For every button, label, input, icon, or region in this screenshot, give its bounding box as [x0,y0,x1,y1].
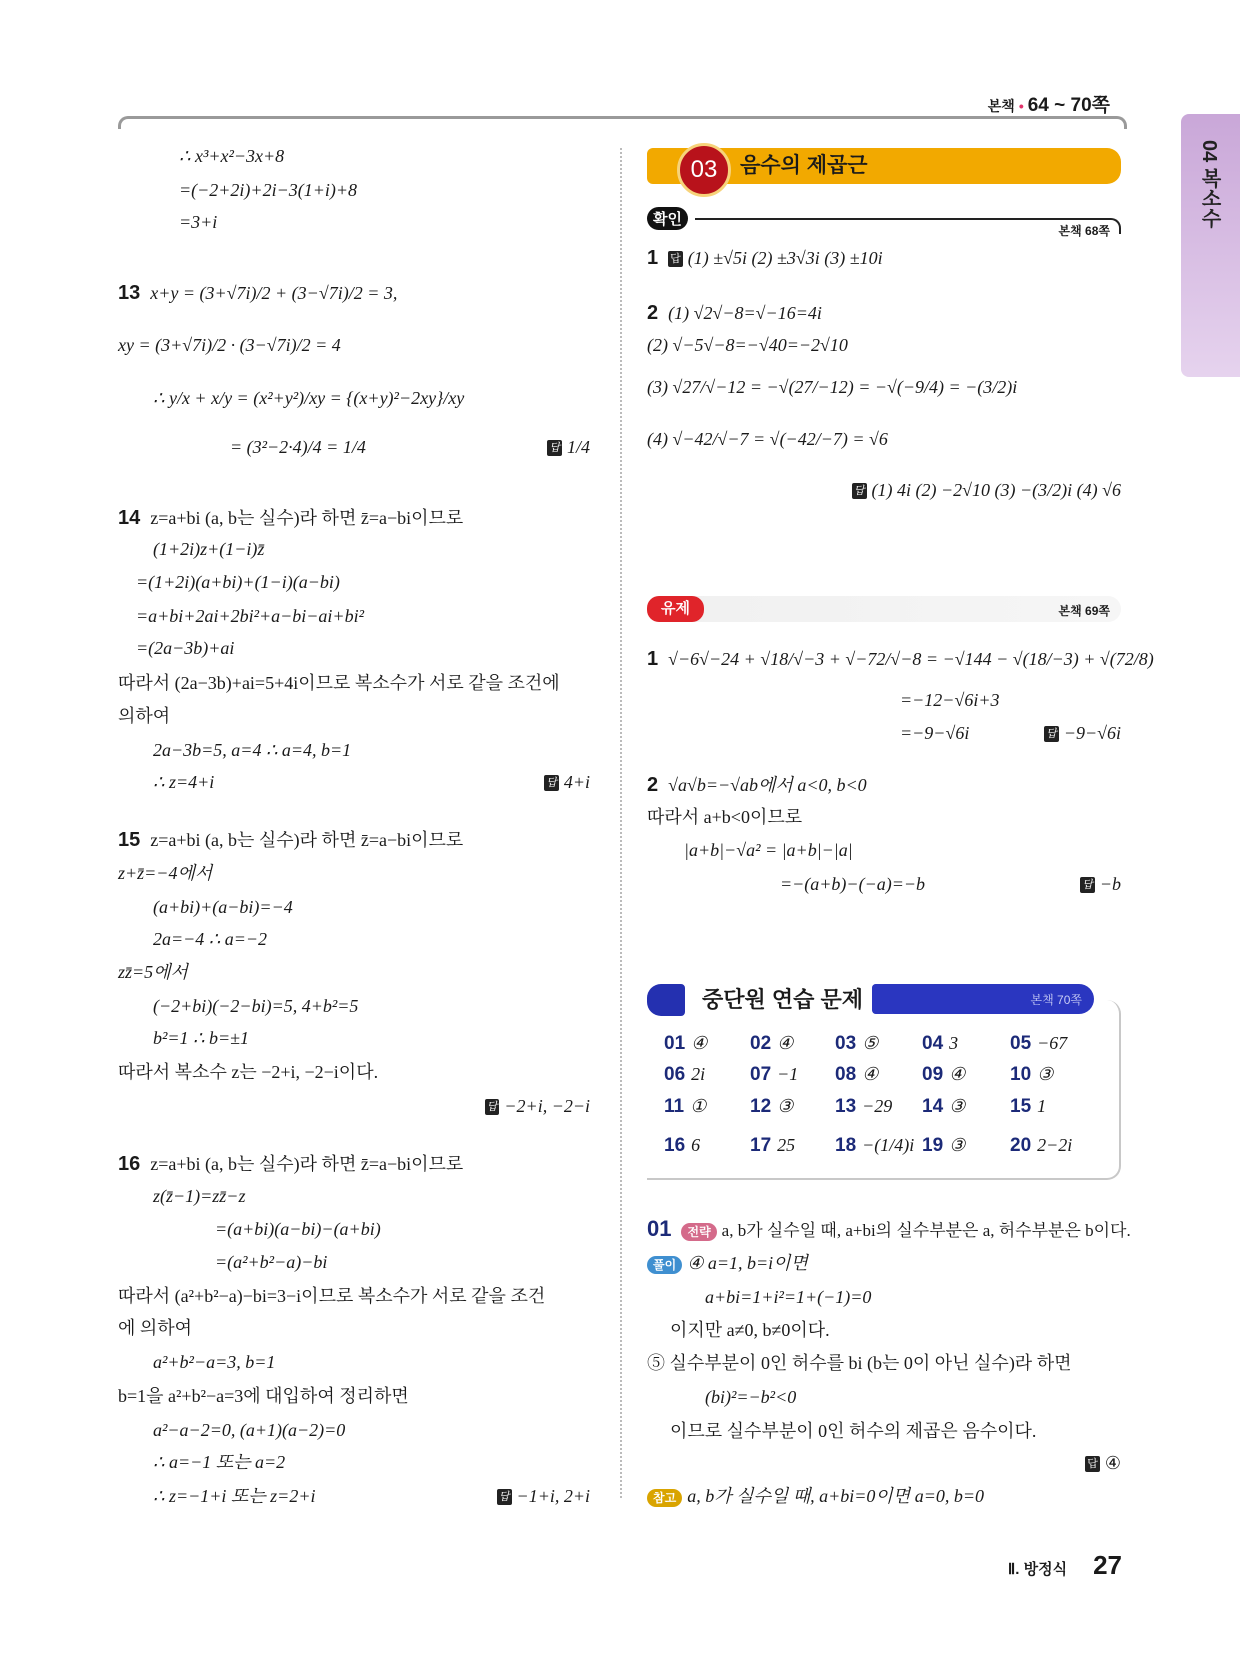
math-line: b²=1 ∴ b=±1 [153,1028,250,1048]
strategy-text: a, b가 실수일 때, a+bi의 실수부분은 a, 허수부분은 b이다. [721,1221,1131,1240]
answer-value: −2+i, −2−i [504,1096,590,1116]
review-header-tab [647,984,685,1016]
math-line: =(2a−3b)+ai [136,638,235,658]
review-item-answer: ④ [862,1064,879,1084]
answer-value: (1) 4i (2) −2√10 (3) −(3/2)i (4) √6 [871,480,1121,500]
math-line: =(a+bi)(a−bi)−(a+bi) [215,1219,381,1239]
review-answer-item [750,1132,795,1159]
review-item-number: 04 [922,1033,944,1054]
text-line: z=a+bi (a, b는 실수)라 하면 z̄=a−bi이므로 [150,830,464,850]
top-rule [118,116,1127,129]
review-item-number: 10 [1010,1064,1032,1085]
note-line [647,1483,984,1509]
review-item-answer: −1 [777,1064,799,1084]
math-line: =a+bi+2ai+2bi²+a−bi−ai+bi² [136,606,364,626]
problem-16 [118,1151,463,1177]
math-line: ∴ x³+x²−3x+8 [179,146,285,166]
answer [544,769,590,795]
problem-number: 15 [118,829,141,851]
review-item-number: 18 [835,1135,857,1156]
problem-number: 1 [647,247,659,269]
answer-value: ④ [1104,1453,1121,1473]
math-line: (−2+bi)(−2−bi)=5, 4+b²=5 [153,996,359,1016]
section-title: 음수의 제곱근 [740,154,868,177]
math-line: =(1+2i)(a+bi)+(1−i)(a−bi) [136,572,340,592]
review-item-answer: −29 [862,1096,893,1116]
check-rule [695,218,1121,234]
review-answer-item [922,1030,958,1057]
math-line: ④ a=1, b=i이면 [687,1253,808,1273]
review-item-answer: −(1/4)i [862,1135,915,1155]
review-answer-item [1010,1061,1053,1088]
chapter-tab-label: 04 복소수 [1198,140,1220,228]
math-line: ∴ z=4+i [153,772,215,792]
math-line: (3) √27/√−12 = −√(27/−12) = −√(−9/4) = −(3/2)i [647,377,1018,397]
practice-q2 [647,772,867,798]
text-line: 의하여 [118,706,171,726]
strategy-badge: 전략 [681,1223,716,1241]
review-item-number: 09 [922,1064,944,1085]
review-item-answer: ⑤ [862,1033,879,1053]
math-line: (a+bi)+(a−bi)=−4 [153,897,293,917]
answer [1080,871,1121,897]
review-item-number: 11 [664,1096,685,1117]
problem-15 [118,827,463,853]
problem-13 [118,280,397,306]
text-line: 에 의하여 [118,1318,193,1338]
answer-value: −1+i, 2+i [516,1486,590,1506]
text-line: 따라서 (2a−3b)+ai=5+4i이므로 복소수가 서로 같을 조건에 [118,673,560,693]
page-reference-header: 본책 • 64 ~ 70쪽 [987,95,1110,116]
problem-number: 1 [647,648,659,670]
review-item-number: 17 [750,1135,772,1156]
math-line: =−9−√6i [900,723,970,743]
review-answer-item [835,1061,878,1088]
problem-number: 13 [118,282,141,304]
review-item-answer: 25 [777,1135,796,1155]
problem-number: 2 [647,302,659,324]
answer-value: (1) ±√5i (2) ±3√3i (3) ±10i [687,248,883,268]
math-line: (1+2i)z+(1−i)z̄ [153,539,265,559]
answer-value: 4+i [563,772,590,792]
math-line: |a+b|−√a² = |a+b|−|a| [684,840,853,860]
check-badge: 확인 [647,207,688,230]
review-answer-item [750,1030,793,1057]
page-footer [1008,1550,1122,1581]
math-line: ∴ y/x + x/y = (x²+y²)/xy = {(x+y)²−2xy}/xy [153,388,465,408]
review-answer-item [922,1132,965,1159]
review-item-answer: ③ [1037,1064,1054,1084]
problem-14 [118,505,463,531]
review-item-answer: −67 [1037,1033,1068,1053]
math-line: =−(a+b)−(−a)=−b [780,874,926,894]
problem-number: 14 [118,507,141,529]
text-line: 따라서 복소수 z는 −2+i, −2−i이다. [118,1062,379,1082]
answer-mark-icon: 답 [853,484,865,497]
answer [547,434,590,460]
text-line: z=a+bi (a, b는 실수)라 하면 z̄=a−bi이므로 [150,508,464,528]
answer-mark-icon: 답 [670,252,681,265]
answer [485,1093,590,1119]
math-line: ∴ a=−1 또는 a=2 [153,1452,286,1472]
problem-number: 16 [118,1153,141,1175]
review-item-number: 13 [835,1096,857,1117]
math-line: ∴ z=−1+i 또는 z=2+i [153,1486,316,1506]
review-item-answer: 2−2i [1037,1135,1073,1155]
text-line: z=a+bi (a, b는 실수)라 하면 z̄=a−bi이므로 [150,1154,464,1174]
math-line: =3+i [179,212,218,232]
practice-q1 [647,646,1154,672]
explanation-01 [647,1216,1131,1242]
answer [1085,1450,1121,1476]
text-line: 따라서 (a²+b²−a)−bi=3−i이므로 복소수가 서로 같을 조건 [118,1286,546,1306]
math-line: (bi)²=−b²<0 [705,1387,797,1407]
review-item-answer: ③ [949,1096,966,1116]
check-q2 [647,300,822,326]
text-line: b=1을 a²+b²−a=3에 대입하여 정리하면 [118,1386,409,1406]
answer-mark-icon: 답 [1087,1457,1098,1470]
math-line: z(z̄−1)=zz̄−z [153,1186,246,1206]
chapter-side-tab[interactable] [1181,114,1240,377]
review-item-answer: 1 [1037,1096,1047,1116]
answer-mark-icon: 답 [1046,727,1057,740]
text-line: 이므로 실수부분이 0인 허수의 제곱은 음수이다. [670,1421,1037,1441]
math-line: a²+b²−a=3, b=1 [153,1352,276,1372]
math-line: √−6√−24 + √18/√−3 + √−72/√−8 = −√144 − √(18/−3) + √(72/8) [668,649,1154,669]
review-item-answer: 3 [949,1033,959,1053]
review-header [647,982,1093,1018]
answer-mark-icon: 답 [486,1100,498,1113]
review-item-answer: 2i [691,1064,706,1084]
review-item-number: 05 [1010,1033,1032,1054]
book-ref-label: 본책 [987,98,1015,114]
review-answer-item [750,1061,798,1088]
note-text: a, b가 실수일 때, a+bi=0이면 a=0, b=0 [687,1486,984,1506]
practice-header [647,596,1121,622]
section-number-badge: 03 [677,143,731,197]
answer-mark-icon: 답 [1082,878,1093,891]
math-line: xy = (3+√7i)/2 · (3−√7i)/2 = 4 [118,335,341,355]
answer-value: −b [1099,874,1121,894]
page-number: 27 [1093,1550,1122,1580]
check-label [647,207,688,230]
text-line: 이지만 a≠0, b≠0이다. [670,1320,830,1340]
check-page-ref: 본책 68쪽 [1058,224,1110,238]
review-item-number: 06 [664,1064,686,1085]
math-line: (2) √−5√−8=−√40=−2√10 [647,335,848,355]
review-ref-bar [872,984,1094,1014]
review-item-number: 03 [835,1033,857,1054]
review-item-number: 20 [1010,1135,1032,1156]
math-line: =(−2+2i)+2i−3(1+i)+8 [179,180,358,200]
math-line: (4) √−42/√−7 = √(−42/−7) = √6 [647,429,888,449]
review-answer-item [835,1132,914,1159]
problem-number: 01 [647,1216,672,1241]
review-item-answer: ① [690,1096,707,1116]
review-answer-item [835,1093,892,1120]
review-answer-item [750,1093,793,1120]
column-divider [620,148,622,1498]
review-page-ref: 본책 70쪽 [1030,993,1082,1007]
review-answer-item [1010,1030,1067,1057]
review-item-answer: ④ [777,1033,794,1053]
review-item-answer: 6 [691,1135,701,1155]
math-line: a²−a−2=0, (a+1)(a−2)=0 [153,1420,346,1440]
review-item-answer: ④ [691,1033,708,1053]
review-item-number: 07 [750,1064,772,1085]
solution-badge: 풀이 [647,1256,682,1274]
review-answer-item [835,1030,878,1057]
math-line: =(a²+b²−a)−bi [215,1252,328,1272]
text-line: ⑤ 실수부분이 0인 허수를 bi (b는 0이 아닌 실수)라 하면 [647,1353,1072,1373]
review-item-answer: ③ [949,1135,966,1155]
answer-mark-icon: 답 [549,441,560,454]
review-item-answer: ③ [777,1096,794,1116]
answer-value: 1/4 [566,437,590,457]
review-answer-item [1010,1132,1072,1159]
math-line: a+bi=1+i²=1+(−1)=0 [705,1287,872,1307]
math-line: =−12−√6i+3 [900,690,1000,710]
review-answer-item [1010,1093,1046,1120]
review-item-number: 15 [1010,1096,1032,1117]
check-q1 [647,245,883,271]
practice-badge: 유제 [647,596,704,622]
review-item-number: 12 [750,1096,772,1117]
problem-number: 2 [647,774,659,796]
review-item-number: 14 [922,1096,944,1117]
review-item-number: 16 [664,1135,686,1156]
math-line: zz̄=5에서 [118,962,188,982]
review-answer-item [664,1132,700,1159]
review-item-answer: ④ [949,1064,966,1084]
practice-page-ref: 본책 69쪽 [1058,604,1110,618]
review-answer-item [922,1093,965,1120]
chapter-name: Ⅱ. 방정식 [1007,1561,1068,1578]
review-item-number: 08 [835,1064,857,1085]
math-line: √a√b=−√ab에서 a<0, b<0 [668,775,867,795]
math-line: (1) √2√−8=√−16=4i [668,303,822,323]
review-answer-item [664,1061,705,1088]
review-title: 중단원 연습 문제 [702,987,863,1012]
math-line: 2a=−4 ∴ a=−2 [153,929,268,949]
review-answer-item [664,1030,707,1057]
review-item-number: 19 [922,1135,944,1156]
answer-value: −9−√6i [1063,723,1121,743]
answer-mark-icon: 답 [498,1490,510,1503]
review-item-number: 02 [750,1033,772,1054]
note-badge: 참고 [647,1489,682,1507]
solution-line [647,1250,808,1276]
math-line: z+z̄=−4에서 [118,863,213,883]
answer [852,477,1121,503]
math-line: = (3²−2·4)/4 = 1/4 [230,437,366,457]
answer-mark-icon: 답 [546,776,557,789]
review-answer-item [922,1061,965,1088]
math-line: 2a−3b=5, a=4 ∴ a=4, b=1 [153,740,352,760]
answer [497,1483,590,1509]
math-line: x+y = (3+√7i)/2 + (3−√7i)/2 = 3, [150,283,398,303]
answer [1044,720,1121,746]
review-answer-item [664,1093,706,1120]
text-line: 따라서 a+b<0이므로 [647,807,803,827]
page-range: 64 ~ 70쪽 [1027,95,1110,116]
review-item-number: 01 [664,1033,686,1054]
